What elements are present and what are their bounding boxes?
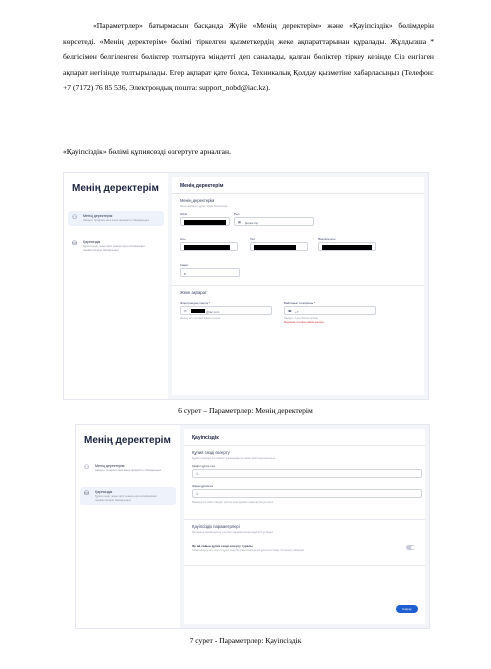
my-data-panel: [172, 177, 424, 395]
sidebar-title: Менің деректерім: [72, 183, 159, 194]
iin-field[interactable]: [180, 217, 230, 226]
sidebar-item-desc: Аккаунт профиль мен жеке ақпаратты басқарыңыз: [83, 218, 149, 222]
monthly-change-desc: Хабарландыру алу, егер сіз құпия сөзді бір уақытта өзгертпей ұмытып кетсеңіз, біз ескерту жібереміз: [192, 549, 305, 552]
monthly-change-toggle[interactable]: [406, 545, 415, 550]
sidebar-item-title: Менің деректерім: [95, 464, 125, 468]
date-field[interactable]: [180, 268, 240, 277]
new-password-label: Жаңа құпиясөз: [192, 484, 213, 488]
figure6-caption: 6 сурет – Параметрлер: Менің деректерім: [178, 406, 313, 415]
section-title: Құпия сөзді өзгерту: [192, 450, 230, 455]
phone-error: Медицина телефон нөмірін енгізіңіз: [284, 321, 324, 324]
first-name-label: Аты: [180, 237, 186, 241]
panel-title: Қауіпсіздік: [192, 435, 219, 441]
date-value: Б: [184, 271, 186, 276]
figure7-screenshot: [75, 424, 430, 629]
mail-icon: ✉: [184, 309, 187, 313]
new-password-field[interactable]: [192, 489, 422, 498]
current-password-label: Қазіргі құпия сөз: [192, 464, 215, 468]
section-title: Менің деректерім: [180, 198, 215, 203]
new-password-hint: Минимум 12 таңба. Сандар, әріптер және арнайы таңбалар болуы керек: [192, 501, 273, 504]
current-password-field[interactable]: [192, 469, 422, 478]
security-panel: [184, 429, 425, 624]
sidebar-title: Менің деректерім: [84, 435, 171, 446]
email-field[interactable]: [180, 306, 272, 315]
section-subtitle: Жеке ақпарат құры, ЖСН басшылар: [180, 204, 228, 208]
key-icon: ⚿: [196, 472, 199, 476]
figure6-screenshot: [63, 172, 429, 400]
middle-name-field[interactable]: [318, 242, 376, 251]
middle-name-label: Әкесінің аты: [318, 237, 336, 241]
settings-subtitle: Қосымша мүмкіндіктер есептік параметрлерін қауіпсіз ұстаңыз: [192, 530, 274, 534]
settings-sidebar: [64, 173, 168, 399]
sidebar-item-desc: Құпия сөзді, және кіріс сеансы аутентификация параметрлерін басқарыңыз: [83, 244, 145, 252]
divider: [184, 565, 425, 566]
sidebar-item-title: Менің деректерім: [83, 214, 113, 218]
sidebar-item-my-data[interactable]: [80, 461, 176, 476]
redacted-value: [322, 245, 372, 250]
redacted-value: [184, 220, 226, 225]
figure7-caption: 7 сурет - Параметрлер: Қауіпсіздік: [189, 636, 302, 645]
role-field[interactable]: [234, 217, 314, 226]
sidebar-item-my-data[interactable]: [68, 211, 164, 226]
redacted-value: [191, 309, 205, 313]
phone-field[interactable]: [284, 306, 376, 315]
user-icon: ⚇: [72, 215, 78, 221]
divider: [184, 445, 425, 446]
iin-label: ЖСН: [180, 212, 188, 216]
email-label: Электрондық пошта *: [180, 301, 210, 305]
phone-hint: Нөмірді +7-ден бастап енгізіңіз: [284, 317, 319, 320]
save-button[interactable]: Сақтау: [396, 605, 418, 613]
sidebar-item-security[interactable]: [68, 237, 164, 255]
sidebar-item-security[interactable]: [80, 487, 176, 505]
building-icon: ▦: [238, 220, 241, 224]
contacts-title: Жеке ақпарат: [180, 290, 207, 295]
sidebar-item-desc: Құпия сөзді, және кіріс сеансы аутентификация параметрлерін басқарыңыз: [95, 494, 157, 502]
panel-title: Менің деректерім: [180, 183, 224, 189]
sidebar-item-desc: Аккаунт профиль мен жеке ақпаратты басқарыңыз: [95, 468, 161, 472]
divider: [172, 285, 424, 286]
phone-icon: ☎: [288, 309, 292, 313]
intro-paragraph: [63, 18, 434, 96]
lock-icon: ⛁: [84, 491, 90, 497]
key-icon: ⚿: [196, 492, 199, 496]
role-value: Директор: [245, 220, 259, 225]
divider: [184, 519, 425, 520]
sidebar-item-title: Қауіпсіздік: [95, 490, 113, 494]
email-hint: Жеткізу есін хаттама жіберілуі керек: [180, 317, 221, 320]
phone-label: Байланыс телефоны *: [284, 301, 316, 305]
redacted-value: [254, 245, 296, 250]
monthly-change-label: Әр ай сайын құпия сөзді өзгерту туралы: [192, 544, 253, 548]
divider: [172, 193, 424, 194]
intro-paragraph-text: «Параметрлер» батырмасын басқанда Жүйе «Менің деректерім» және «Қауіпсіздік» бөлімдерін көрсетеді. «Менің деректерім» бөлімі тіркелген қызметкердің жеке ақпараттарынан құралады. Жұлдызша * белгісімен белгіленген бөліктер толтыруға міндетті деп саналады, қалған бөліктер тіркеу кезінде Сіз енгізген ақпарат негізінде толтырылады. Егер ақпарат қате болса, Техникалық Қолдау қызметіне хабарласыңыз (Телефон: +7 (7172) 76 85 536, Электрондық пошта: support_nobd@iac.kz).: [63, 21, 434, 93]
lock-icon: ⛁: [72, 241, 78, 247]
section-subtitle: Құпия сөзіңізді 12 символ ұзындыққа ие және әріптерді қосыңыз: [192, 456, 276, 460]
email-value: @iac.com: [206, 309, 220, 314]
settings-sidebar: [76, 425, 180, 628]
sidebar-item-title: Қауіпсіздік: [83, 240, 101, 244]
last-name-label: Тегі: [250, 237, 256, 241]
role-label: Рөл: [234, 212, 240, 216]
user-icon: ⚇: [84, 465, 90, 471]
settings-title: Қауіпсіздік параметрлері: [192, 524, 240, 529]
phone-value: +7: [295, 309, 299, 314]
security-note: «Қауіпсіздік» бөлімі құпиясөзді өзгертуге арналған.: [63, 147, 231, 156]
first-name-field[interactable]: [180, 242, 238, 251]
redacted-value: [184, 245, 230, 250]
date-label: Уақыт: [180, 263, 189, 267]
last-name-field[interactable]: [250, 242, 308, 251]
